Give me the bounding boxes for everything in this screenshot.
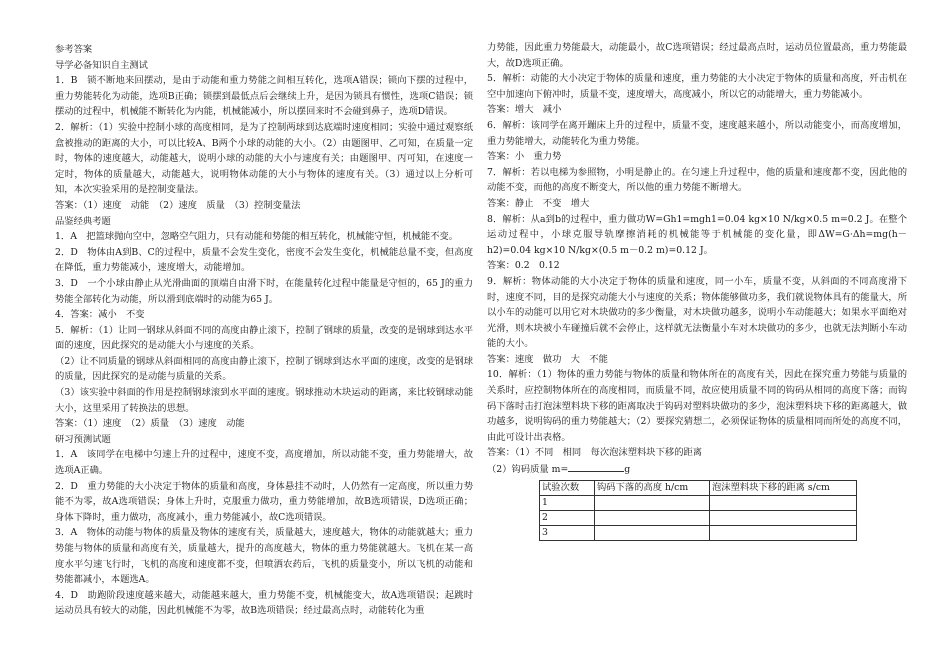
table-cell [710, 510, 857, 525]
answer-line: 答案：（1）速度 （2）质量 （3）速度 动能 [55, 418, 245, 430]
answer-line: 答案：小 重力势 [487, 151, 562, 163]
answer-paragraph: 5．解析：动能的大小决定于物体的质量和速度，重力势能的大小决定于物体的质量和高度，歼击机在空中加速向下俯冲时，质量不变，速度增大，高度减小，所以它的动能增大，重力势能减小。 [487, 73, 907, 100]
table-cell [710, 495, 857, 510]
answer-line: 4．答案：减小 不变 [55, 309, 145, 321]
mass-blank [568, 461, 624, 472]
answer-paragraph: 7．解析：若以电梯为参照物，小明是静止的。在匀速上升过程中，他的质量和速度都不变，因此他的动能不变，而他的高度不断变大，所以他的重力势能不断增大。 [487, 166, 907, 194]
answer-paragraph: （2）让不同质量的钢球从斜面相同的高度由静止滚下，控制了钢球到达水平面的速度，改变的是钢球的质量，因此探究的是动能与质量的关系。 [55, 355, 473, 383]
answer-paragraph: 9．解析：物体动能的大小决定于物体的质量和速度，同一小车，质量不变，从斜面的不同高度滑下时，速度不同，目的是探究动能大小与速度的关系；物体能够做功多，我们就说物体具有的能量大，所以小车的动能可以用它对木块做功的多少衡量，对木块做功越多，说明小车动能越大；如果水平面绝对光滑，则木块被小车碰撞后就不会停止，这样就无法衡量小车对木块做功的多少，也就无法判断小车动能的大小。 [487, 275, 907, 350]
section-title: 参考答案 [55, 44, 93, 55]
answer-line: 答案：（1）不同 相同 每次泡沫塑料块下移的距离 [487, 447, 703, 459]
table-header-row [540, 480, 857, 495]
answer-line: 答案：增大 减小 [487, 104, 562, 116]
answer-paragraph: （3）该实验中斜面的作用是控制钢球滚到水平面的速度。钢球推动木块运动的距离，来比较钢球动能大小，这里采用了转换法的思想。 [55, 387, 473, 414]
table-cell [595, 525, 710, 540]
right-column [487, 40, 907, 541]
answer-paragraph: 2．D 重力势能的大小决定于物体的质量和高度，身体悬挂不动时，人仍然有一定高度，所以重力势能不为零，故A选项错误；身体上升时，克服重力做功，重力势能增加，故B选项错误，D选项正确；身体下降时，重力做功，高度减小，重力势能减小，故C选项错误。 [55, 480, 473, 523]
section-heading: 导学必备知识自主测试 [55, 59, 148, 71]
table-cell [710, 525, 857, 540]
table-row [540, 525, 857, 540]
table-cell [595, 495, 710, 510]
table-header-cell: 试验次数 [540, 480, 595, 495]
answer-paragraph: 1．A 该同学在电梯中匀速上升的过程中，速度不变，高度增加，所以动能不变，重力势能增大，故选项A正确。 [55, 449, 473, 477]
table-row [540, 495, 857, 510]
answer-paragraph: 3．A 物体的动能与物体的质量及物体的速度有关，质量越大，速度越大，物体的动能就越大；重力势能与物体的质量和高度有关，质量越大，提升的高度越大，物体的重力势能就越大。飞机在某一高度水平匀速飞行时，飞机的高度和速度都不变，但喷洒农药后，飞机的质量变小，所以飞机的动能和势能都减小，本题选A。 [55, 527, 473, 586]
table-cell: 2 [540, 510, 595, 525]
table-caption [487, 461, 907, 478]
table-header-cell: 钩码下落的高度 h/cm [595, 480, 710, 495]
answer-line: 答案：速度 做功 大 不能 [487, 353, 608, 365]
table-section [487, 461, 907, 541]
answer-paragraph: 3．D 一个小球由静止从光滑曲面的顶端自由滑下时，在能量转化过程中能量是守恒的，65 J的重力势能全部转化为动能，所以滑到底端时的动能为65 J。 [55, 277, 473, 305]
section-heading: 品鉴经典考题 [55, 215, 111, 227]
answer-paragraph: 4．D 助跑阶段速度越来越大，动能越来越大，重力势能不变，机械能变大，故A选项错误；起跳时运动员具有较大的动能，因此机械能不为零，故B选项错误；经过最高点时，动能转化为重 [55, 589, 473, 617]
left-column [55, 42, 473, 619]
table-header-cell: 泡沫塑料块下移的距离 s/cm [710, 480, 857, 495]
table-cell [595, 510, 710, 525]
answer-line: 答案：（1）速度 动能 （2）速度 质量 （3）控制变量法 [55, 199, 301, 211]
table-cell: 1 [540, 495, 595, 510]
answer-line: 答案：0.2 0.12 [487, 260, 560, 272]
answer-paragraph: 1．B 锁不断地来回摆动，是由于动能和重力势能之间相互转化，选项A错误；锁向下摆的过程中，重力势能转化为动能，选项B正确；锁摆到最低点后会继续上升，是因为锁具有惯性，选项C错误；锁摆动的过程中，机械能不断转化为内能，机械能减小，所以摆回来时不会碰到鼻子，选项D错误。 [55, 75, 473, 118]
answer-paragraph: 1．A 把篮球抛向空中，忽略空气阻力，只有动能和势能的相互转化，机械能守恒，机械能不变。 [55, 231, 459, 243]
table-caption-unit: g [624, 464, 631, 476]
answer-paragraph: 2．D 物体由A到B、C的过程中，质量不会发生变化，密度不会发生变化，机械能总量不变，但高度在降低，重力势能减小，速度增大，动能增加。 [55, 246, 473, 274]
answer-paragraph: 力势能，因此重力势能最大，动能最小，故C选项错误；经过最高点时，运动员位置最高，重力势能最大，故D选项正确。 [487, 42, 907, 69]
answer-paragraph: 10．解析：（1）物体的重力势能与物体的质量和物体所在的高度有关，因此在探究重力势能与质量的关系时，应控制物体所在的高度相同，而质量不同，故应使用质量不同的钩码从相同的高度下落；而钩码下落时击打泡沫塑料块下移的距离取决于钩码对塑料块做功的多少，泡沫塑料块下移的距离越大，做功越多，说明钩码的重力势能越大；（2）要探究猜想二，必须保证物体的质量相同而所处的高度不同，由此可设计出表格。 [487, 369, 907, 443]
table-cell: 3 [540, 525, 595, 540]
answer-paragraph: 6．解析：该同学在离开蹦床上升的过程中，质量不变，速度越来越小，所以动能变小，而高度增加，重力势能增大，动能转化为重力势能。 [487, 119, 907, 147]
answer-paragraph: 2．解析：（1）实验中控制小球的高度相同，是为了控制两球到达底端时速度相同；实验中通过观察纸盒被推动的距离的大小，可以比较A、B两个小球的动能的大小。（2）由题图甲、乙可知，在质量一定时，物体的速度越大，动能越大，说明小球的动能的大小与速度有关；由题图甲、丙可知，在速度一定时，物体的质量越大，动能越大，说明物体动能的大小与物体的速度有关。（3）通过以上分析可知，本次实验采用的是控制变量法。 [55, 121, 473, 196]
section-heading: 研习预测试题 [55, 433, 111, 445]
table-caption-prefix: （2）钩码质量 m= [487, 464, 569, 476]
record-table [539, 480, 857, 541]
answer-paragraph: 5．解析：（1）让同一钢球从斜面不同的高度由静止滚下，控制了钢球的质量，改变的是钢球到达水平面的速度，因此探究的是动能大小与速度的关系。 [55, 324, 473, 352]
table-row [540, 510, 857, 525]
answer-line: 答案：静止 不变 增大 [487, 197, 590, 209]
answer-paragraph: 8．解析：从a到b的过程中，重力做功W=Gh1=mgh1=0.04 kg×10 N/kg×0.5 m=0.2 J。在整个运动过程中，小球克服导轨摩擦消耗的机械能等于机械能的变化量，即ΔW=G·Δh=mg(h－h2)=0.04 kg×10 N/kg×(0.5 m－0.2 m)=0.12 J。 [487, 213, 907, 256]
